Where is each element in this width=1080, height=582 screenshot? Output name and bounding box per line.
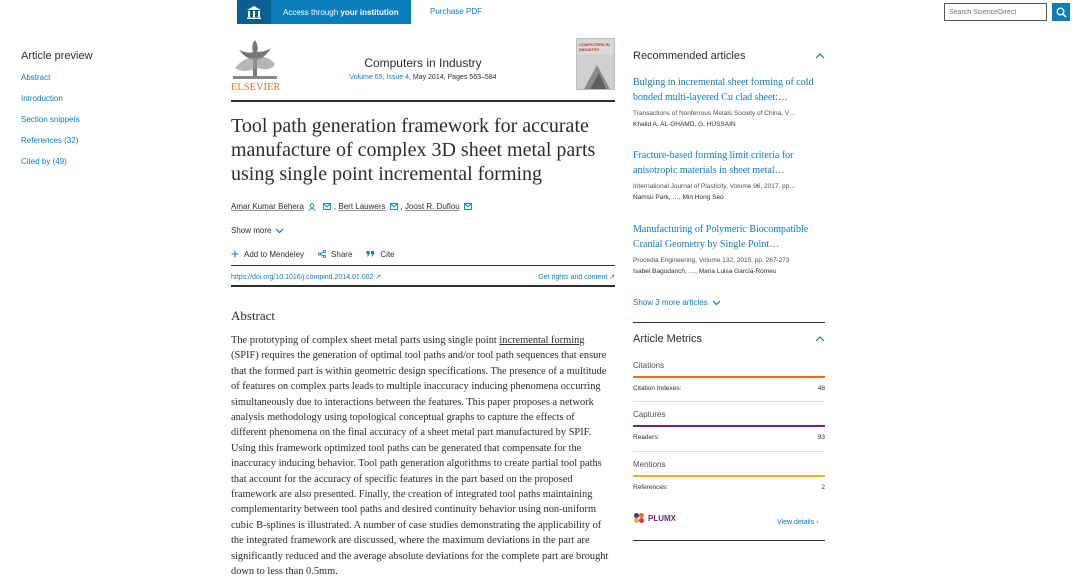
share-icon bbox=[318, 250, 326, 258]
access-institution-button[interactable] bbox=[237, 0, 411, 24]
view-details-link[interactable] bbox=[777, 519, 819, 526]
section-divider bbox=[633, 540, 825, 541]
metric-row-label: Readers: bbox=[633, 434, 660, 441]
recommended-item bbox=[633, 148, 825, 201]
cover-graphic bbox=[577, 55, 615, 90]
author-link[interactable]: Joost R. Duflou bbox=[404, 202, 460, 211]
journal-title[interactable]: Computers in Industry bbox=[364, 56, 482, 70]
plus-icon bbox=[231, 250, 239, 258]
plumx-label: PLUMX bbox=[648, 513, 676, 523]
show-more-button[interactable] bbox=[231, 226, 284, 235]
publisher-name: ELSEVIER bbox=[231, 82, 281, 93]
recommended-title-link[interactable]: Fracture-based forming limit criteria for anisotropic materials in sheet metal… bbox=[633, 150, 794, 176]
cover-title: COMPUTERS IN INDUSTRY bbox=[579, 42, 610, 52]
recommended-source: Transactions of Nonferrous Metals Society of China, V… bbox=[633, 110, 796, 117]
recommended-source: International Journal of Plasticity, Volume 96, 2017, pp… bbox=[633, 183, 796, 190]
metric-group-label: Captures bbox=[633, 410, 666, 419]
metric-row bbox=[633, 385, 825, 392]
nav-section-snippets[interactable]: Section snippets bbox=[21, 115, 80, 124]
chevron-down-icon bbox=[712, 300, 721, 306]
metric-bar-captures bbox=[633, 425, 825, 427]
author-link[interactable]: Bert Lauwers bbox=[338, 202, 386, 211]
email-icon[interactable] bbox=[390, 203, 398, 210]
chevron-up-icon bbox=[815, 336, 825, 342]
mendeley-label: Add to Mendeley bbox=[244, 250, 305, 259]
doi-link[interactable] bbox=[231, 273, 381, 281]
plumx-icon bbox=[633, 512, 645, 524]
metric-group-label: Citations bbox=[633, 361, 665, 370]
recommended-header[interactable] bbox=[633, 50, 825, 62]
recommended-heading: Recommended articles bbox=[633, 50, 746, 62]
nav-heading: Article preview bbox=[21, 50, 93, 62]
purchase-pdf-link[interactable]: Purchase PDF bbox=[430, 7, 483, 16]
author-list: Amar Kumar Behera , Bert Lauwers , Joost R. Duflou bbox=[231, 202, 475, 211]
article-preview-nav bbox=[21, 50, 93, 178]
chevron-up-icon bbox=[815, 53, 825, 59]
article-title: Tool path generation framework for accurate manufacture of complex 3D sheet metal parts using single point incremental forming bbox=[231, 115, 596, 185]
metric-bar-mentions bbox=[633, 475, 825, 477]
recommended-title-link[interactable]: Manufacturing of Polymeric Biocompatible Cranial Geometry by Single Point… bbox=[633, 224, 809, 250]
metric-row-label: Citation Indexes: bbox=[633, 385, 682, 392]
show-more-articles-label: Show 3 more articles bbox=[633, 298, 708, 307]
metric-row-value: 2 bbox=[821, 484, 825, 491]
volume-issue-link[interactable]: Volume 65, Issue 4 bbox=[349, 74, 409, 81]
recommended-authors: Khalid A. AL-GHAMD, G. HUSSAIN bbox=[633, 121, 736, 128]
cite-button[interactable] bbox=[366, 250, 394, 265]
recommended-item bbox=[633, 222, 825, 275]
share-button[interactable] bbox=[318, 250, 352, 265]
metrics-heading: Article Metrics bbox=[633, 333, 703, 345]
cite-label: Cite bbox=[380, 250, 395, 259]
abstract-text bbox=[231, 333, 611, 580]
search-input[interactable] bbox=[944, 3, 1047, 21]
email-icon[interactable] bbox=[323, 203, 331, 210]
journal-cover[interactable] bbox=[576, 38, 615, 90]
show-more-articles-button[interactable] bbox=[633, 298, 721, 307]
metric-row bbox=[633, 434, 825, 441]
access-label: Access through bbox=[283, 7, 341, 17]
nav-introduction[interactable]: Introduction bbox=[21, 94, 63, 103]
nav-abstract[interactable]: Abstract bbox=[21, 73, 51, 82]
recommended-source: Procedia Engineering, Volume 132, 2015, pp. 267-273 bbox=[633, 257, 790, 264]
abstract-text-part: (SPIF) requires the generation of optimal tool paths and/or tool path sequences that ensure that the formed part is within geometric design specifications. The presence of a multitude of features on complex parts leads to multiple inaccuracy inducing phenomena occurring simultaneously due to interactions between the features. This paper proposes a network analysis methodology using topological conceptual graphs to capture the effects of different phenomena on the final accuracy of a sheet metal part manufactured by SPIF. Using this framework optimized tool paths can be generated that compensate for the inaccuracy inducing behavior. Tool path generation algorithms to create partial tool paths that account for the accuracy of specific features in the part based on the proposed framework are also presented. Finally, the creation of integrated tool paths maintaining complementarity between tool paths and desired continuity behavior using non-uniform cubic B-splines is illustrated. A number of case studies demonstrating the applicability of the integrated framework are discussed, where the maximum deviations in the part are significantly reduced and the average absolute deviations for the complete part are brought down to less than 0.5mm. bbox=[231, 350, 609, 578]
journal-meta bbox=[231, 74, 615, 81]
journal-date-pages: , May 2014, Pages 563–584 bbox=[408, 74, 497, 81]
metric-row-value: 93 bbox=[817, 434, 825, 441]
metric-row-label: References: bbox=[633, 484, 669, 491]
metric-separator bbox=[633, 451, 825, 452]
section-divider bbox=[633, 322, 825, 323]
metric-bar-citations bbox=[633, 376, 825, 378]
share-label: Share bbox=[331, 250, 353, 259]
abstract-heading: Abstract bbox=[231, 308, 276, 323]
nav-cited-by[interactable]: Cited by (49) bbox=[21, 157, 67, 166]
email-icon[interactable] bbox=[464, 203, 472, 210]
nav-references[interactable]: References (32) bbox=[21, 136, 79, 145]
recommended-title-link[interactable]: Bulging in incremental sheet forming of cold bonded multi-layered Cu clad sheet:… bbox=[633, 77, 814, 103]
metric-separator bbox=[633, 401, 825, 402]
chevron-down-icon bbox=[275, 228, 284, 234]
external-link-icon: ↗ bbox=[609, 274, 615, 281]
recommended-authors: Isabel Bagudanch, …, Maria Luisa Garcia-Romeu bbox=[633, 268, 777, 275]
institution-icon bbox=[237, 0, 271, 24]
external-link-icon: ↗ bbox=[375, 274, 382, 281]
show-more-label: Show more bbox=[231, 226, 272, 235]
doi-row bbox=[231, 266, 615, 287]
rights-link[interactable] bbox=[538, 273, 615, 281]
journal-header bbox=[231, 38, 615, 102]
quote-icon bbox=[366, 250, 375, 257]
topic-link[interactable]: incremental forming bbox=[499, 335, 585, 346]
top-bar bbox=[0, 0, 1080, 24]
metric-group-label: Mentions bbox=[633, 460, 666, 469]
doi-text: https://doi.org/10.1016/j.compind.2014.01.002 bbox=[231, 274, 374, 281]
add-to-mendeley-button[interactable] bbox=[231, 250, 304, 265]
access-label-bold: your institution bbox=[340, 7, 399, 17]
chevron-right-icon: › bbox=[816, 519, 819, 526]
recommended-item bbox=[633, 75, 825, 128]
metrics-header[interactable] bbox=[633, 333, 825, 345]
person-icon[interactable] bbox=[308, 203, 316, 211]
abstract-text-part: The prototyping of complex sheet metal parts using single point bbox=[231, 335, 500, 346]
metric-row-value: 48 bbox=[817, 385, 825, 392]
search-button[interactable] bbox=[1052, 3, 1070, 21]
metric-row bbox=[633, 484, 825, 491]
view-details-label: View details bbox=[777, 519, 815, 526]
search-icon bbox=[1056, 7, 1067, 18]
article-actions bbox=[231, 250, 615, 266]
recommended-authors: Namsu Park, …, Min Hong Seo bbox=[633, 194, 724, 201]
author-link[interactable]: Amar Kumar Behera bbox=[231, 202, 304, 211]
plumx-logo[interactable] bbox=[633, 512, 676, 524]
rights-text: Get rights and content bbox=[538, 274, 608, 281]
